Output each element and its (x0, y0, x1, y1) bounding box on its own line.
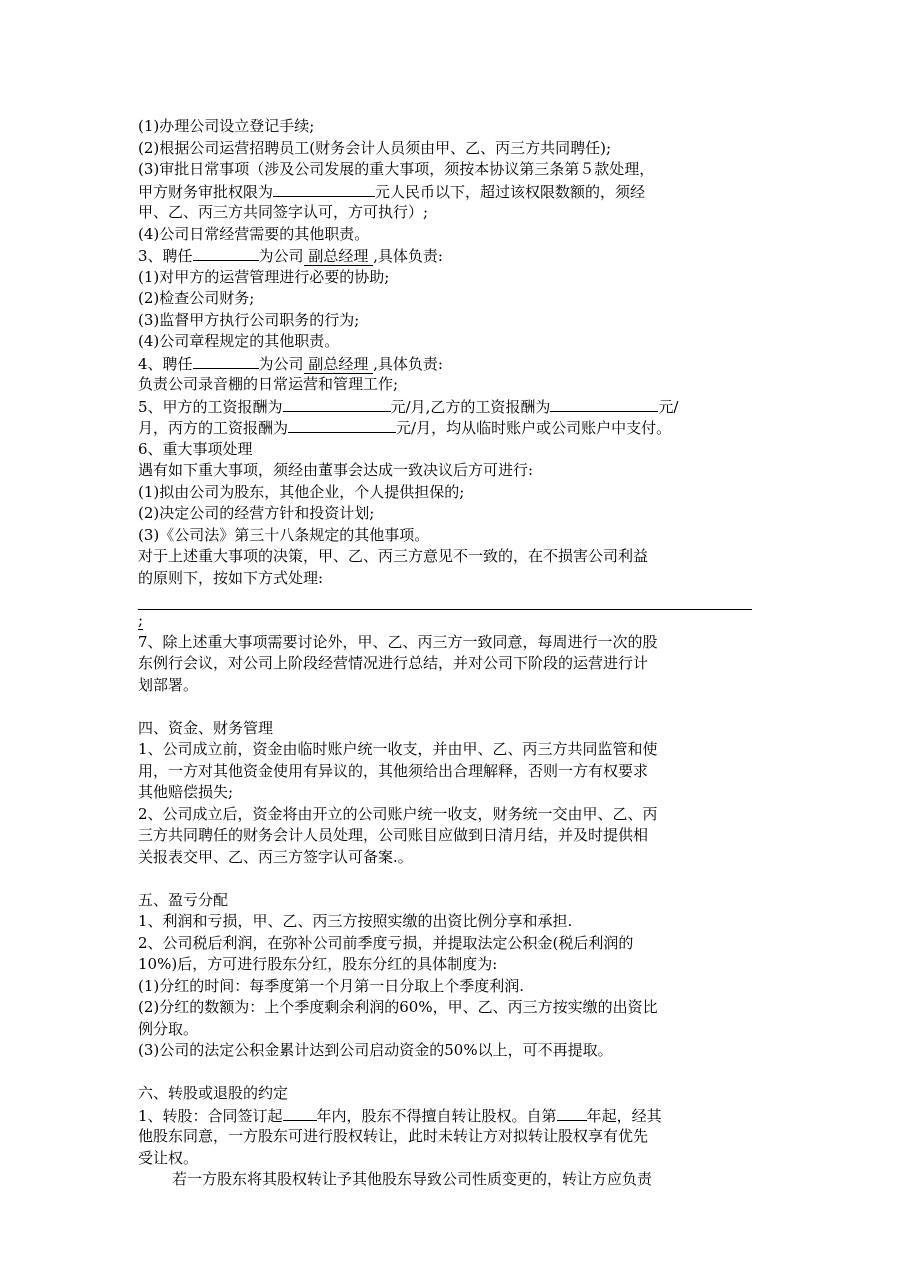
text-line (138, 610, 778, 632)
text-line: (3)审批日常事项（涉及公司发展的重大事项，须按本协议第三条第５款处理， (138, 160, 655, 178)
fill-blank (283, 396, 391, 412)
fill-blank (283, 1105, 317, 1121)
fill-blank (273, 181, 375, 197)
text-line (138, 1105, 778, 1127)
fill-blank (193, 353, 259, 369)
text-line: (1)办理公司设立登记手续; (138, 117, 315, 135)
text-segment: 甲方财务审批权限为 (138, 182, 274, 201)
spacer (138, 696, 778, 718)
section-heading: 六、转股或退股的约定 (138, 1084, 289, 1102)
text-line: 负责公司录音棚的日常运营和管理工作; (138, 375, 399, 393)
text-line: (2)根据公司运营招聘员工(财务会计人员须由甲、乙、丙三方共同聘任); (138, 138, 612, 157)
text-line: (3)《公司法》第三十八条规定的其他事项。 (138, 525, 430, 544)
text-line: 关报表交甲、乙、丙三方签字认可备案.。 (138, 847, 413, 866)
fill-blank (557, 1105, 587, 1121)
text-line (138, 181, 778, 203)
text-line: 10%)后，方可进行股东分红，股东分红的具体制度为: (138, 955, 498, 973)
text-line: (2)分红的数额为：上个季度剩余利润的60%，甲、乙、丙三方按实缴的出资比 (138, 998, 658, 1016)
text-line: 东例行会议，对公司上阶段经营情况进行总结，并对公司下阶段的运营进行计 (138, 654, 649, 672)
document-body (138, 116, 778, 1191)
text-line: 其他赔偿损失; (138, 783, 234, 801)
text-line: 三方共同聘任的财务会计人员处理，公司账目应做到日清月结，并及时提供相 (138, 826, 649, 844)
text-segment: 1、转股：合同签订起 (138, 1106, 283, 1125)
role-title: 副总经理 (308, 247, 369, 265)
text-segment: 5、甲方的工资报酬为 (138, 397, 283, 416)
text-line: (2)检查公司财务; (138, 289, 255, 307)
text-line: 4、聘任 为公司 副总经理 ,具体负责: (138, 354, 443, 373)
text-segment: 具体负责: (377, 354, 443, 373)
text-segment: ; (138, 611, 144, 629)
text-segment: 年起，经其 (586, 1106, 662, 1125)
text-line (138, 417, 778, 439)
text-line (138, 396, 778, 418)
text-line: (2)决定公司的经营方针和投资计划; (138, 504, 375, 522)
spacer (138, 1062, 778, 1084)
text-line: (4)公司日常经营需要的其他职责。 (138, 224, 370, 243)
text-line: (1)对甲方的运营管理进行必要的协助; (138, 267, 390, 286)
underlined-title (304, 247, 374, 266)
text-line: 的原则下，按如下方式处理: (138, 568, 324, 587)
text-line: 甲、乙、丙三方共同签字认可，方可执行）; (138, 203, 429, 221)
text-line: 2、公司成立后，资金将由开立的公司账户统一收支，财务统一交由甲、乙、丙 (138, 804, 658, 823)
section-heading: 五、盈亏分配 (138, 890, 229, 909)
text-line: 3、聘任 为公司 副总经理 ,具体负责: (138, 247, 443, 265)
text-line: (4)公司章程规定的其他职责。 (138, 332, 340, 350)
text-line: (1)拟由公司为股东，其他企业，个人提供担保的; (138, 482, 465, 501)
text-segment: 具体负责: (377, 247, 443, 265)
text-segment: 元人民币以下，超过该权限数额的，须经 (375, 182, 646, 201)
spacer (138, 868, 778, 890)
text-line: 7、除上述重大事项需要讨论外，甲、乙、丙三方一致同意，每周进行一次的股 (138, 632, 658, 651)
text-segment: 元/月，均从临时账户或公司账户中支付。 (396, 419, 672, 437)
text-segment: 为公司 (258, 354, 304, 373)
text-line: 1、公司成立前，资金由临时账户统一收支，并由甲、乙、丙三方共同监管和使 (138, 740, 658, 758)
text-segment: 3、聘任 (138, 247, 193, 265)
text-line: 6、重大事项处理 (138, 439, 253, 458)
text-line: 2、公司税后利润，在弥补公司前季度亏损，并提取法定公积金(税后利润的 (138, 933, 634, 952)
text-line: 若一方股东将其股权转让予其他股东导致公司性质变更的，转让方应负责 (172, 1170, 653, 1188)
underlined-title (304, 355, 374, 374)
role-title: 副总经理 (308, 354, 369, 373)
text-segment: 月，丙方的工资报酬为 (138, 419, 289, 437)
text-line: 1、利润和亏损，甲、乙、丙三方按照实缴的出资比例分享和承担. (138, 912, 573, 930)
text-line: 划部署。 (138, 675, 199, 694)
text-line: (3)监督甲方执行公司职务的行为; (138, 310, 360, 329)
text-line: 遇有如下重大事项，须经由董事会达成一致决议后方可进行: (138, 461, 534, 479)
text-segment: 4、聘任 (138, 354, 193, 373)
text-line: 用，一方对其他资金使用有异议的，其他须给出合理解释，否则一方有权要求 (138, 761, 649, 780)
text-segment: 为公司 (258, 247, 304, 265)
text-segment: 年内，股东不得擅自转让股权。自第 (316, 1106, 557, 1125)
fill-blank (193, 245, 259, 261)
text-segment: 元/ (658, 397, 679, 416)
text-segment: 元/月,乙方的工资报酬为 (390, 397, 551, 416)
text-line: 他股东同意，一方股东可进行股权转让，此时未转让方对拟转让股权享有优先 (138, 1127, 649, 1145)
text-line: (3)公司的法定公积金累计达到公司启动资金的50%以上，可不再提取。 (138, 1041, 613, 1059)
text-line: 例分取。 (138, 1019, 199, 1038)
fill-blank (550, 396, 658, 412)
text-line: (1)分红的时间：每季度第一个月第一日分取上个季度利润. (138, 976, 525, 995)
fill-blank (288, 417, 396, 433)
answer-line (138, 593, 752, 610)
text-line: 受让权。 (138, 1148, 199, 1167)
text-line: 对于上述重大事项的决策，甲、乙、丙三方意见不一致的，在不损害公司利益 (138, 547, 649, 565)
section-heading: 四、资金、财务管理 (138, 718, 274, 737)
